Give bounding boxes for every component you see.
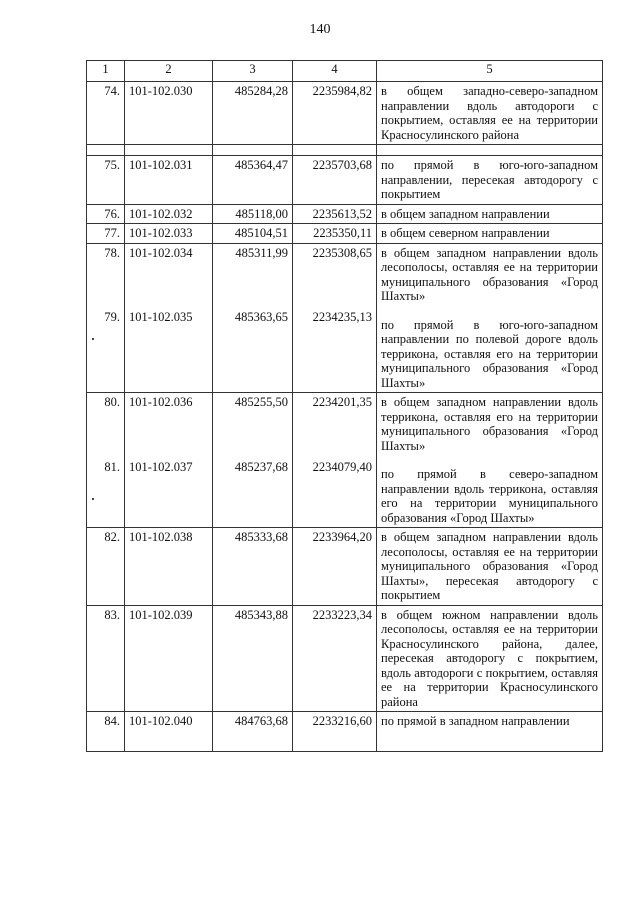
point-code: 101-102.034 [129, 245, 193, 260]
row-number: 77. [87, 224, 125, 244]
scan-artifact-dot [92, 498, 94, 500]
table-row [87, 712, 603, 752]
point-code: 101-102.039 [125, 605, 213, 712]
boundary-description: в общем южном направлении вдоль лесополосы, оставляя ее на территории Красносулинского района, далее, пересекая автодорогу с покрытием, вдоль автодороги с покрытием, оставляя ее на территории Красносулинского района [377, 605, 603, 712]
table-row [87, 204, 603, 224]
coordinate-x: 485255,50 [234, 395, 288, 409]
coordinate-x: 485311,99 [235, 245, 288, 260]
row-number: 75. [87, 156, 125, 205]
row-number: 84. [87, 712, 125, 752]
coordinate-y: 2235308,65 [312, 245, 372, 260]
point-code: 101-102.037 [129, 459, 193, 474]
coordinate-y: 2233964,20 [293, 528, 377, 606]
point-code: 101-102.035 [129, 310, 193, 324]
coordinate-y: 2235703,68 [293, 156, 377, 205]
coordinate-x: 484763,68 [213, 712, 293, 752]
boundary-description: в общем западном направлении вдоль лесополосы, оставляя ее на территории муниципального образования «Город Шахты» [381, 245, 598, 303]
coordinate-x: 485363,65 [234, 310, 288, 324]
table-row [87, 224, 603, 244]
table-row [87, 82, 603, 145]
point-code: 101-102.038 [125, 528, 213, 606]
table-row [87, 243, 603, 393]
point-code: 101-102.032 [125, 204, 213, 224]
table-row [87, 156, 603, 205]
row-number: 78. [104, 245, 120, 260]
coordinate-x: 485118,00 [213, 204, 293, 224]
row-number: 83. [87, 605, 125, 712]
table-row [87, 393, 603, 528]
coordinate-y: 2235984,82 [293, 82, 377, 145]
coordinate-x: 485284,28 [213, 82, 293, 145]
boundary-description: по прямой в северо-западном направлении вдоль терриконa, оставляя его на территории муниципального образования «Город Шахты» [381, 467, 598, 525]
table-row [87, 528, 603, 606]
point-code: 101-102.031 [125, 156, 213, 205]
row-number: 81. [104, 459, 120, 474]
column-header-3: 3 [213, 61, 293, 82]
row-number: 79. [104, 310, 120, 324]
coordinate-x: 485343,88 [213, 605, 293, 712]
coordinate-y: 2235613,52 [293, 204, 377, 224]
row-number: 76. [87, 204, 125, 224]
boundary-description: в общем западно-северо-западном направлении вдоль автодороги с покрытием, оставляя ее на территории Красносулинского района [377, 82, 603, 145]
boundary-points-table [86, 60, 603, 752]
coordinate-x: 485237,68 [234, 459, 288, 474]
coordinate-y: 2234235,13 [312, 310, 372, 324]
boundary-description: в общем западном направлении вдоль лесополосы, оставляя ее на территории муниципального образования «Город Шахты», пересекая автодорогу с покрытием [377, 528, 603, 606]
row-number: 74. [87, 82, 125, 145]
column-header-5: 5 [377, 61, 603, 82]
coordinate-x: 485333,68 [213, 528, 293, 606]
point-code: 101-102.030 [125, 82, 213, 145]
coordinate-y: 2234079,40 [312, 459, 372, 474]
column-header-2: 2 [125, 61, 213, 82]
coordinate-y: 2233223,34 [293, 605, 377, 712]
column-header-4: 4 [293, 61, 377, 82]
boundary-description: в общем западном направлении [377, 204, 603, 224]
page-number: 140 [309, 22, 331, 37]
boundary-description: по прямой в западном направлении [377, 712, 603, 752]
coordinate-x: 485104,51 [213, 224, 293, 244]
point-code: 101-102.036 [129, 395, 193, 409]
coordinate-y: 2234201,35 [312, 395, 372, 409]
boundary-description: в общем западном направлении вдоль терриконa, оставляя его на территории муниципального образования «Город Шахты» [381, 395, 598, 453]
coordinate-y: 2233216,60 [293, 712, 377, 752]
boundary-description: в общем северном направлении [377, 224, 603, 244]
boundary-description: по прямой в юго-юго-западном направлении по полевой дороге вдоль терриконa, оставляя его на территории муниципального образования «Город Шахты» [381, 317, 598, 390]
row-number: 82. [87, 528, 125, 606]
table-header-row [87, 61, 603, 82]
point-code: 101-102.040 [125, 712, 213, 752]
row-number: 80. [104, 395, 120, 409]
table-row [87, 605, 603, 712]
scan-artifact-dot [92, 338, 94, 340]
boundary-description: по прямой в юго-юго-западном направлении, пересекая автодорогу с покрытием [377, 156, 603, 205]
column-header-1: 1 [87, 61, 125, 82]
coordinate-x: 485364,47 [213, 156, 293, 205]
point-code: 101-102.033 [125, 224, 213, 244]
coordinate-y: 2235350,11 [293, 224, 377, 244]
